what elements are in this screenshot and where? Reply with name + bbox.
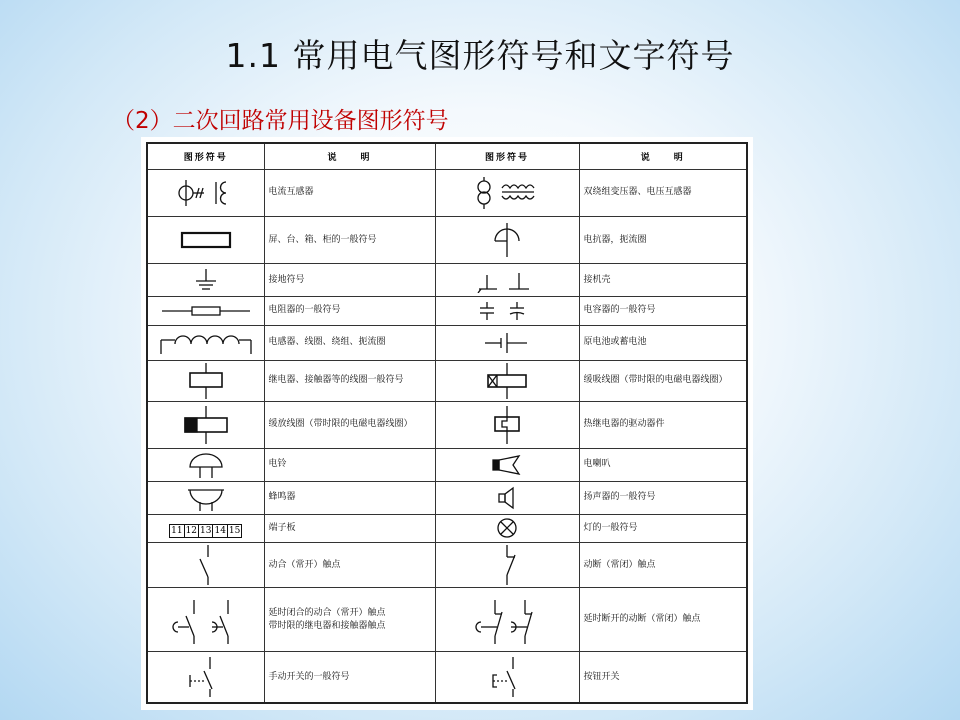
resistor-icon bbox=[156, 301, 256, 321]
desc-left: 手动开关的一般符号 bbox=[264, 652, 435, 703]
table-row bbox=[147, 296, 747, 325]
desc-left: 接地符号 bbox=[264, 264, 435, 297]
bell-icon bbox=[176, 451, 236, 479]
page-subtitle: （2）二次回路常用设备图形符号 bbox=[112, 108, 449, 134]
thermal-relay-icon bbox=[477, 406, 537, 444]
terminal-label: 14 bbox=[214, 526, 226, 537]
symbol-table bbox=[146, 142, 748, 704]
desc-left: 动合（常开）触点 bbox=[264, 543, 435, 588]
current-transformer-icon bbox=[166, 176, 246, 210]
speaker-icon bbox=[477, 485, 537, 511]
symbol-table-container bbox=[141, 137, 753, 710]
header-symbol-left: 图形符号 bbox=[147, 143, 264, 169]
desc-left: 电流互感器 bbox=[264, 169, 435, 216]
desc-right: 缓吸线圈（带时限的电磁电器线圈） bbox=[579, 360, 747, 401]
desc-right: 灯的一般符号 bbox=[579, 514, 747, 543]
terminal-label: 15 bbox=[228, 526, 241, 537]
battery-icon bbox=[467, 331, 547, 355]
desc-right: 动断（常闭）触点 bbox=[579, 543, 747, 588]
table-row bbox=[147, 543, 747, 588]
slow-release-coil-icon bbox=[171, 406, 241, 444]
table-row bbox=[147, 360, 747, 401]
two-winding-transformer-icon bbox=[462, 176, 552, 210]
desc-left: 电阻器的一般符号 bbox=[264, 296, 435, 325]
inductor-icon bbox=[151, 330, 261, 356]
cabinet-icon bbox=[166, 228, 246, 252]
desc-left: 继电器、接触器等的线圈一般符号 bbox=[264, 360, 435, 401]
relay-coil-icon bbox=[176, 363, 236, 399]
table-row bbox=[147, 169, 747, 216]
reactor-icon bbox=[477, 221, 537, 259]
table-row bbox=[147, 325, 747, 360]
header-symbol-right: 图形符号 bbox=[435, 143, 579, 169]
table-row bbox=[147, 588, 747, 652]
header-desc-left: 说 明 bbox=[264, 143, 435, 169]
table-row bbox=[147, 652, 747, 703]
desc-right: 延时断开的动断（常闭）触点 bbox=[579, 588, 747, 652]
desc-left: 电铃 bbox=[264, 448, 435, 481]
make-contact-icon bbox=[176, 545, 236, 585]
table-row bbox=[147, 264, 747, 297]
buzzer-icon bbox=[176, 484, 236, 512]
manual-switch-icon bbox=[176, 657, 236, 697]
desc-right: 电抗器，扼流圈 bbox=[579, 216, 747, 263]
chassis-icon bbox=[467, 267, 547, 293]
horn-icon bbox=[477, 452, 537, 478]
capacitor-icon bbox=[467, 300, 547, 322]
terminal-label: 12 bbox=[185, 526, 198, 537]
table-row bbox=[147, 216, 747, 263]
desc-left-secondary: 带时限的继电器和接触器触点 bbox=[268, 620, 386, 631]
desc-right: 电喇叭 bbox=[579, 448, 747, 481]
terminal-board-icon bbox=[147, 514, 264, 543]
page-title: 1.1 常用电气图形符号和文字符号 bbox=[225, 36, 735, 75]
header-desc-right: 说 明 bbox=[579, 143, 747, 169]
desc-left: 蜂鸣器 bbox=[264, 481, 435, 514]
desc-right: 电容器的一般符号 bbox=[579, 296, 747, 325]
desc-left: 延时闭合的动合（常开）触点 bbox=[268, 607, 386, 618]
desc-right: 双绕组变压器、电压互感器 bbox=[579, 169, 747, 216]
desc-left: 端子板 bbox=[264, 514, 435, 543]
table-row bbox=[147, 514, 747, 543]
desc-right: 热继电器的驱动器件 bbox=[579, 401, 747, 448]
delayed-make-contact-icon bbox=[158, 596, 254, 644]
terminal-label: 11 bbox=[171, 526, 183, 537]
desc-left: 屏、台、箱、柜的一般符号 bbox=[264, 216, 435, 263]
table-row bbox=[147, 448, 747, 481]
desc-right: 按钮开关 bbox=[579, 652, 747, 703]
ground-icon bbox=[176, 267, 236, 293]
desc-right: 扬声器的一般符号 bbox=[579, 481, 747, 514]
terminal-label: 13 bbox=[200, 526, 212, 537]
push-button-icon bbox=[477, 657, 537, 697]
table-header-row bbox=[147, 143, 747, 169]
delayed-break-contact-icon bbox=[459, 596, 555, 644]
break-contact-icon bbox=[477, 545, 537, 585]
desc-left: 缓放线圈（带时限的电磁电器线圈） bbox=[264, 401, 435, 448]
slow-pickup-coil-icon bbox=[472, 363, 542, 399]
table-row bbox=[147, 401, 747, 448]
desc-right: 原电池或蓄电池 bbox=[579, 325, 747, 360]
lamp-icon bbox=[477, 515, 537, 541]
desc-left: 电感器、线圈、绕组、扼流圈 bbox=[264, 325, 435, 360]
table-row bbox=[147, 481, 747, 514]
desc-right: 接机壳 bbox=[579, 264, 747, 297]
